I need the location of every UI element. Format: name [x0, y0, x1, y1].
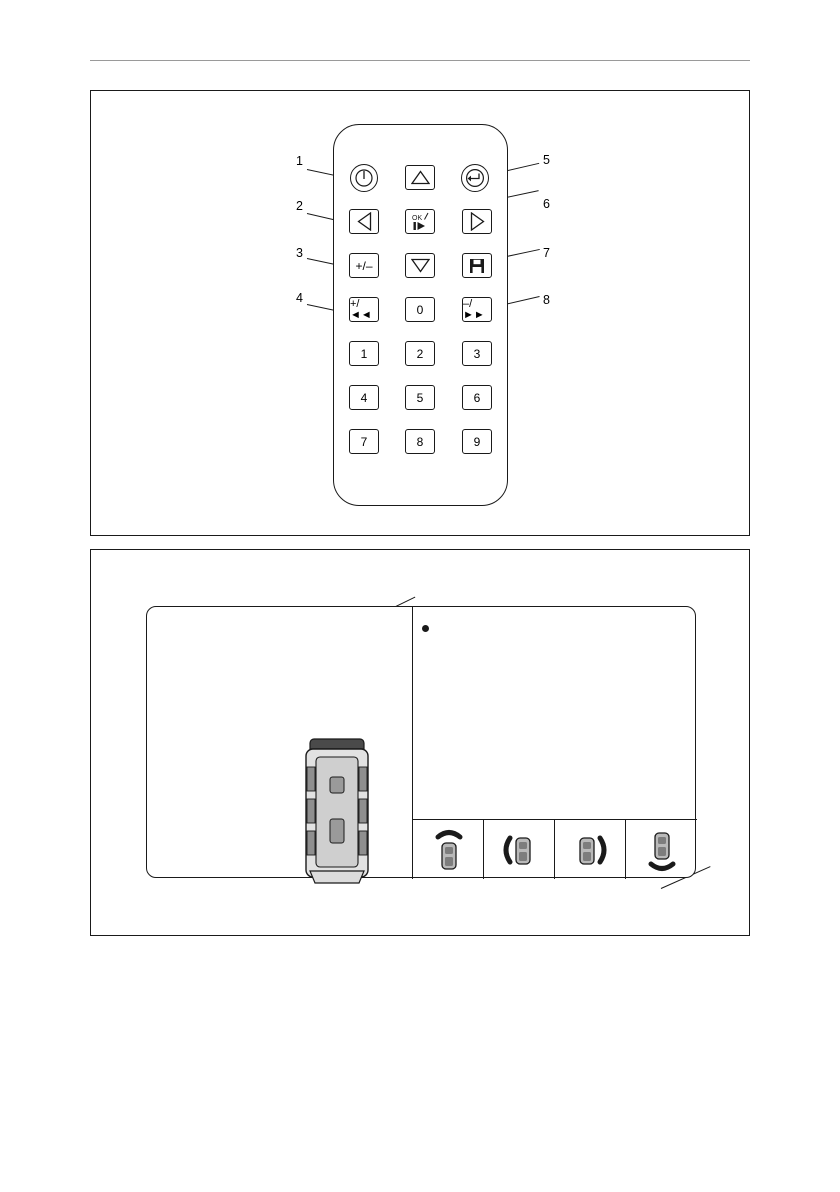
function-icon-1[interactable] [413, 823, 484, 877]
key-7-label: 7 [360, 434, 368, 449]
plus-minus-label: +/– [355, 258, 373, 273]
plus-minus-button[interactable] [349, 253, 379, 278]
machine-top-arc-icon [429, 827, 469, 873]
callout-2: 2 [296, 199, 303, 213]
plus-minus-rewind-button[interactable] [349, 297, 379, 322]
machine-right-arc-icon [569, 827, 613, 873]
key-6[interactable] [462, 385, 492, 410]
triangle-left-icon [357, 212, 372, 231]
skip-button[interactable] [462, 297, 492, 322]
callout-7: 7 [543, 246, 550, 260]
key-2-label: 2 [416, 346, 424, 361]
key-3[interactable] [462, 341, 492, 366]
svg-text:OK: OK [412, 214, 423, 222]
key-4[interactable] [349, 385, 379, 410]
key-8[interactable] [405, 429, 435, 454]
power-icon [354, 168, 374, 188]
key-8-label: 8 [416, 434, 424, 449]
machine-graphic-pane [292, 733, 382, 898]
status-indicator-dot [422, 625, 429, 632]
triangle-up-icon [411, 170, 430, 185]
triangle-down-icon [411, 258, 430, 273]
triangle-right-icon [470, 212, 485, 231]
save-button[interactable] [462, 253, 492, 278]
ok-play-icon [407, 211, 433, 233]
callout-4: 4 [296, 291, 303, 305]
key-3-label: 3 [473, 346, 481, 361]
key-2[interactable] [405, 341, 435, 366]
machine-left-arc-icon [498, 827, 542, 873]
plus-minus-rewind-label: +/◄◄ [350, 297, 372, 321]
figure-control-panel [90, 549, 750, 936]
header-divider [90, 60, 750, 61]
key-9[interactable] [462, 429, 492, 454]
figure-remote-control [90, 90, 750, 536]
skip-label: –/►► [463, 297, 485, 321]
callout-3: 3 [296, 246, 303, 260]
key-5-label: 5 [416, 390, 424, 405]
key-0-label: 0 [416, 302, 424, 317]
remote-control-body [333, 124, 508, 506]
function-icon-2[interactable] [484, 823, 555, 877]
callout-8: 8 [543, 293, 550, 307]
control-panel-screen [146, 606, 696, 878]
power-button[interactable] [350, 164, 378, 192]
key-5[interactable] [405, 385, 435, 410]
left-arrow-button[interactable] [349, 209, 379, 234]
floppy-disk-icon [469, 258, 485, 274]
key-9-label: 9 [473, 434, 481, 449]
key-6-label: 6 [473, 390, 481, 405]
key-0[interactable] [405, 297, 435, 322]
callout-1: 1 [296, 154, 303, 168]
down-arrow-button[interactable] [405, 253, 435, 278]
key-4-label: 4 [360, 390, 368, 405]
key-1-label: 1 [360, 346, 368, 361]
enter-return-button[interactable] [461, 164, 489, 192]
machine-bottom-arc-icon [642, 827, 682, 873]
right-arrow-button[interactable] [462, 209, 492, 234]
key-7[interactable] [349, 429, 379, 454]
key-1[interactable] [349, 341, 379, 366]
return-icon [464, 168, 486, 188]
machine-icon [292, 733, 382, 893]
function-icon-3[interactable] [555, 823, 626, 877]
callout-6: 6 [543, 197, 550, 211]
callout-5: 5 [543, 153, 550, 167]
ok-play-button[interactable] [405, 209, 435, 234]
function-icon-4[interactable] [626, 823, 697, 877]
up-arrow-button[interactable] [405, 165, 435, 190]
